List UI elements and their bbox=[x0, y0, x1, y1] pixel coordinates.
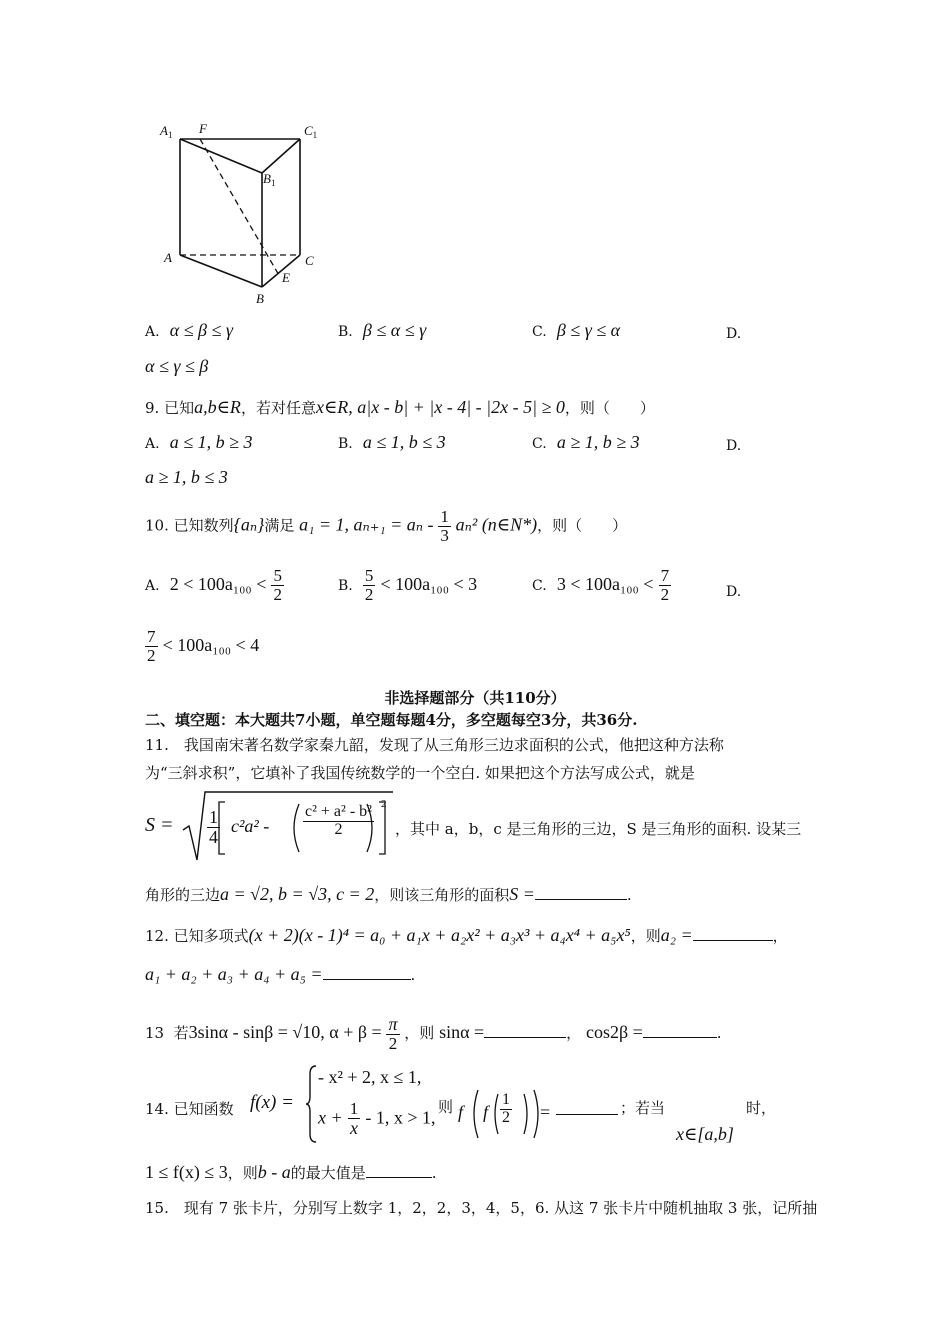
label-e: E bbox=[282, 270, 290, 285]
q15-line1: 15. 现有 7 张卡片，分别写上数字 1，2，2，3，4，5，6. 从这 7 张卡片中随机抽取 3 张，记所抽 bbox=[145, 1199, 818, 1217]
q14-stem-label: 14. 已知函数 bbox=[145, 1100, 234, 1118]
q12-line2: a₁ + a₂ + a₃ + a₄ + a₅ = . bbox=[145, 964, 416, 984]
q14-line2: 1 ≤ f(x) ≤ 3，则b - a的最大值是 . bbox=[145, 1162, 437, 1182]
prism-figure bbox=[150, 115, 340, 310]
q14-semi: ；若当 bbox=[620, 1099, 666, 1117]
q8-option-d-letter: D. bbox=[726, 326, 742, 342]
q8-option-c: C. β ≤ γ ≤ α bbox=[532, 320, 621, 340]
q10-option-d-expr: $\frac{7}{2}$ < 100a₁₀₀ < 4 bbox=[147, 627, 260, 665]
q9-option-a: A. a ≤ 1, b ≥ 3 bbox=[145, 432, 253, 452]
q11-after: ，其中 a，b，c 是三角形的三边，S 是三角形的面积. 设某三 bbox=[395, 820, 802, 838]
q12-a2-blank[interactable] bbox=[693, 926, 773, 941]
q14-ff: 则 bbox=[438, 1098, 454, 1116]
edge-a-b bbox=[180, 255, 262, 287]
q14-when: 时， bbox=[746, 1099, 777, 1117]
label-c: C bbox=[305, 253, 314, 268]
section-heading: 二、填空题：本大题共7小题，单空题每题4分，多空题每空3分，共36分. bbox=[145, 711, 638, 729]
q13-line: 13 若3sinα - sinβ = √10, α + β = $\frac{\pi}{2}$ ，则 sinα = ， cos2β = . bbox=[145, 1014, 722, 1053]
q11-line4: 角形的三边a = √2, b = √3, c = 2，则该三角形的面积S = . bbox=[145, 884, 632, 904]
edge-a1-b1 bbox=[180, 139, 262, 173]
q13-cos2b-blank[interactable] bbox=[643, 1023, 717, 1038]
q14-f-outer: f bbox=[458, 1102, 464, 1122]
q11-answer-blank[interactable] bbox=[535, 885, 627, 900]
edge-b-c bbox=[262, 255, 300, 287]
q10-option-c: C. 3 < 100a₁₀₀ < $\frac{7}{2}$ bbox=[532, 566, 670, 604]
segment-f-e bbox=[200, 139, 280, 277]
q14-case1: - x² + 2, x ≤ 1, bbox=[318, 1067, 422, 1087]
q14-case2: x + $\frac{1}{x}$ - 1, x > 1, bbox=[318, 1099, 436, 1138]
label-a: A bbox=[164, 250, 172, 265]
q14-f-inner: f bbox=[483, 1102, 489, 1122]
q8-option-a: A. α ≤ β ≤ γ bbox=[145, 320, 233, 340]
q11-line1: 11. 我国南宋著名数学家秦九韶，发现了从三角形三边求面积的公式，他把这种方法称 bbox=[145, 736, 724, 754]
q14-ff-blank[interactable] bbox=[556, 1100, 618, 1115]
label-c1: $C_1$ bbox=[304, 123, 318, 140]
q10-option-d-letter: D. bbox=[726, 584, 742, 600]
q11-formula: S = $\frac{1}{4}$ c²a² - $\frac{\text{c² + a² - b²}}{2}$ 2 bbox=[145, 790, 395, 862]
q9-option-c: C. a ≥ 1, b ≥ 3 bbox=[532, 432, 640, 452]
piecewise-brace bbox=[306, 1064, 318, 1144]
q9-option-d-letter: D. bbox=[726, 438, 742, 454]
q10-option-b: B. $\frac{5}{2}$ < 100a₁₀₀ < 3 bbox=[338, 566, 478, 604]
q14-half: $\frac{1}{2}$ bbox=[502, 1091, 510, 1126]
q10-stem: 10. 已知数列{aₙ}满足 a₁ = 1, aₙ₊₁ = aₙ - $\frac{1}{3}$ aₙ² (n∈N*)，则（ ） bbox=[145, 507, 628, 545]
q14-max-blank[interactable] bbox=[366, 1163, 432, 1178]
q14-domain: x∈[a,b] bbox=[676, 1124, 734, 1144]
q12-line1: 12. 已知多项式(x + 2)(x - 1)⁴ = a₀ + a₁x + a₂x² + a₃x³ + a₄x⁴ + a₅x⁵，则a₂ = ， bbox=[145, 925, 788, 945]
q14-fx: f(x) = bbox=[250, 1092, 294, 1113]
section-title: 非选择题部分（共110分） bbox=[384, 689, 566, 707]
q8-option-d-expr: α ≤ γ ≤ β bbox=[145, 356, 209, 376]
q9-stem: 9. 已知a,b∈R，若对任意x∈R, a|x - b| + |x - 4| - |2x - 5| ≥ 0，则（ ） bbox=[145, 397, 655, 417]
label-a1: $A_1$ bbox=[160, 123, 173, 140]
q10-option-a: A. 2 < 100a₁₀₀ < $\frac{5}{2}$ bbox=[145, 566, 282, 604]
q9-option-b: B. a ≤ 1, b ≤ 3 bbox=[338, 432, 446, 452]
label-b: B bbox=[256, 291, 264, 306]
q11-line2: 为“三斜求积”，它填补了我国传统数学的一个空白. 如果把这个方法写成公式，就是 bbox=[145, 764, 695, 782]
label-f: F bbox=[199, 121, 207, 136]
label-b1: $B_1$ bbox=[263, 171, 276, 188]
q13-sina-blank[interactable] bbox=[484, 1023, 566, 1038]
q14-eq: = bbox=[540, 1102, 551, 1122]
q9-option-d-expr: a ≥ 1, b ≤ 3 bbox=[145, 467, 228, 487]
edge-b1-c1 bbox=[262, 139, 300, 173]
q8-option-b: B. β ≤ α ≤ γ bbox=[338, 320, 427, 340]
q12-sum-blank[interactable] bbox=[323, 965, 411, 980]
